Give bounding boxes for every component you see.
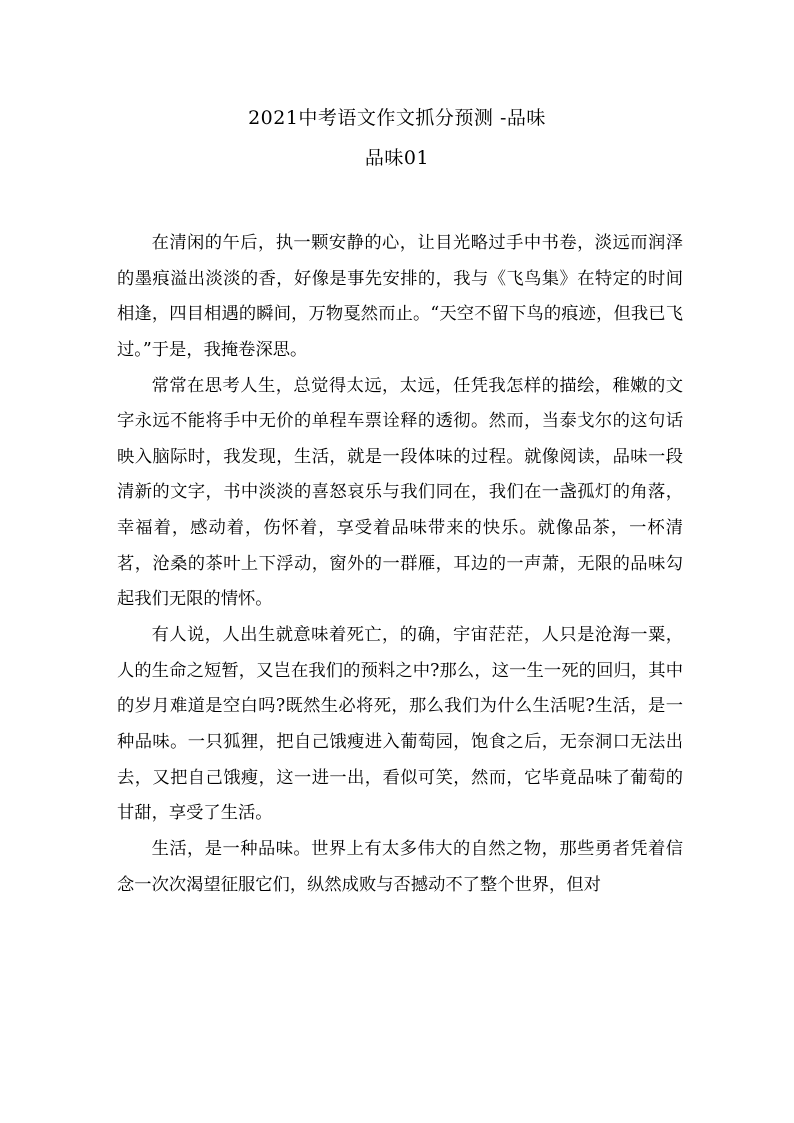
document-subtitle: 品味01 (364, 147, 430, 169)
paragraph: 常常在思考人生，总觉得太远，太远，任凭我怎样的描绘，稚嫩的文字永远不能将手中无价的单程车票诠释的透彻。然而，当泰戈尔的这句话映入脑际时，我发现，生活，就是一段体味的过程。就像阅读，品味一段清新的文字，书中淡淡的喜怒哀乐与我们同在，我们在一盏孤灯的角落，幸福着，感动着，伤怀着，享受着品味带来的快乐。就像品茶，一杯清茗，沧桑的茶叶上下浮动，窗外的一群雁，耳边的一声萧，无限的品味勾起我们无限的情怀。 (117, 375, 683, 610)
paragraph: 在清闲的午后，执一颗安静的心，让目光略过手中书卷，淡远而润泽的墨痕溢出淡淡的香，好像是事先安排的，我与《飞鸟集》在特定的时间相逢，四目相遇的瞬间，万物戛然而止。“天空不留下鸟的痕迹，但我已飞过。”于是，我掩卷深思。 (117, 233, 683, 360)
document-body (117, 226, 683, 903)
paragraph: 生活，是一种品味。世界上有太多伟大的自然之物，那些勇者凭着信念一次次渴望征服它们，纵然成败与否撼动不了整个世界，但对 (117, 838, 683, 895)
paragraph: 有人说，人出生就意味着死亡，的确，宇宙茫茫，人只是沧海一粟，人的生命之短暂，又岂在我们的预料之中?那么，这一生一死的回归，其中的岁月难道是空白吗?既然生必将死，那么我们为什么生活呢?生活，是一种品味。一只狐狸，把自己饿瘦进入葡萄园，饱食之后，无奈洞口无法出去，又把自己饿瘦，这一进一出，看似可笑，然而，它毕竟品味了葡萄的甘甜，享受了生活。 (117, 625, 683, 824)
document-title: 2021中考语文作文抓分预测 -品味 (248, 107, 546, 129)
